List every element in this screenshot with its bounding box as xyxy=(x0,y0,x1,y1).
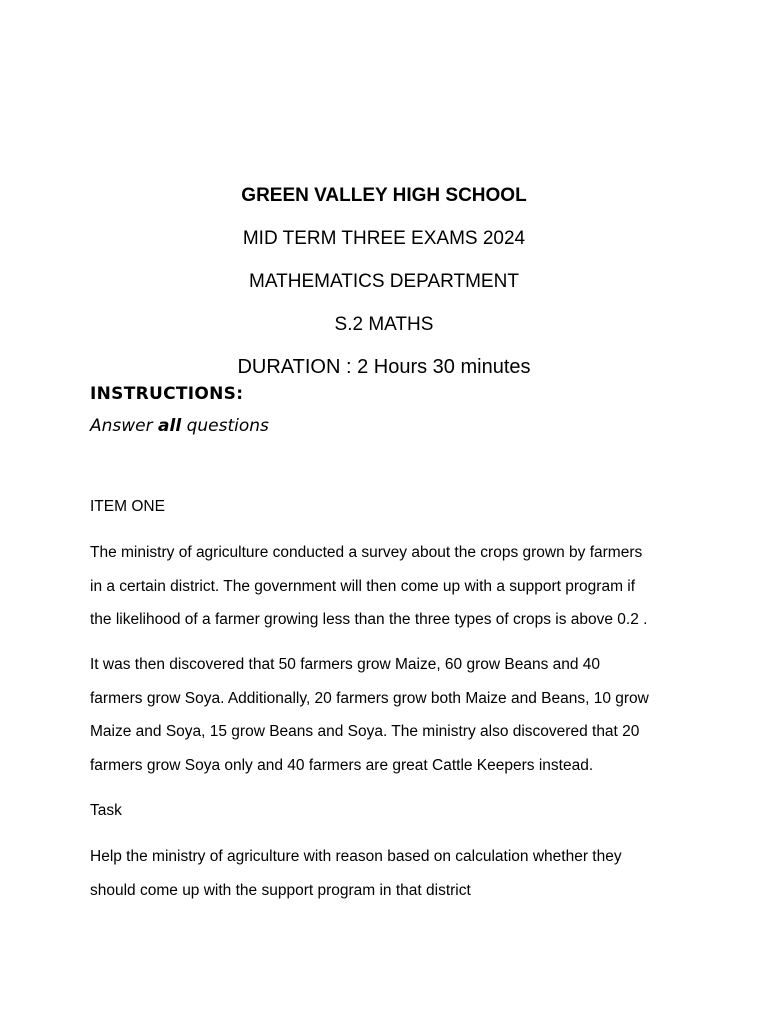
instructions-suffix: questions xyxy=(181,416,269,436)
paragraph-line: Maize and Soya, 15 grow Beans and Soya. The ministry also discovered that 20 xyxy=(90,723,640,740)
findings-paragraph xyxy=(90,648,690,782)
paragraph-line: the likelihood of a farmer growing less than the three types of crops is above 0.2 . xyxy=(90,611,648,628)
survey-paragraph xyxy=(90,536,690,637)
task-paragraph xyxy=(90,840,690,907)
paragraph-line: in a certain district. The government will then come up with a support program if xyxy=(90,577,636,595)
paragraph-line: The ministry of agriculture conducted a survey about the crops grown by farmers xyxy=(90,544,643,561)
school-name: GREEN VALLEY HIGH SCHOOL xyxy=(241,185,527,206)
exam-title: MID TERM THREE EXAMS 2024 xyxy=(242,228,526,249)
paragraph-line: Help the ministry of agriculture with reason based on calculation whether they xyxy=(90,848,622,865)
exam-header xyxy=(0,174,768,389)
paragraph-line: It was then discovered that 50 farmers grow Maize, 60 grow Beans and 40 xyxy=(90,656,601,673)
task-heading: Task xyxy=(90,802,122,819)
paragraph-line: farmers grow Soya. Additionally, 20 farmers grow both Maize and Beans, 10 grow xyxy=(90,689,649,707)
instructions-prefix: Answer xyxy=(90,416,159,436)
instructions-text xyxy=(90,416,269,436)
instructions-heading: INSTRUCTIONS: xyxy=(90,384,244,404)
subject-name: S.2 MATHS xyxy=(334,314,434,335)
exam-duration: DURATION : 2 Hours 30 minutes xyxy=(237,356,531,378)
paragraph-line: farmers grow Soya only and 40 farmers are great Cattle Keepers instead. xyxy=(90,756,594,774)
department-name: MATHEMATICS DEPARTMENT xyxy=(249,271,519,292)
item-one-heading: ITEM ONE xyxy=(90,498,165,515)
instructions-emphasis: all xyxy=(158,416,182,436)
paragraph-line: should come up with the support program in that district xyxy=(90,881,471,899)
